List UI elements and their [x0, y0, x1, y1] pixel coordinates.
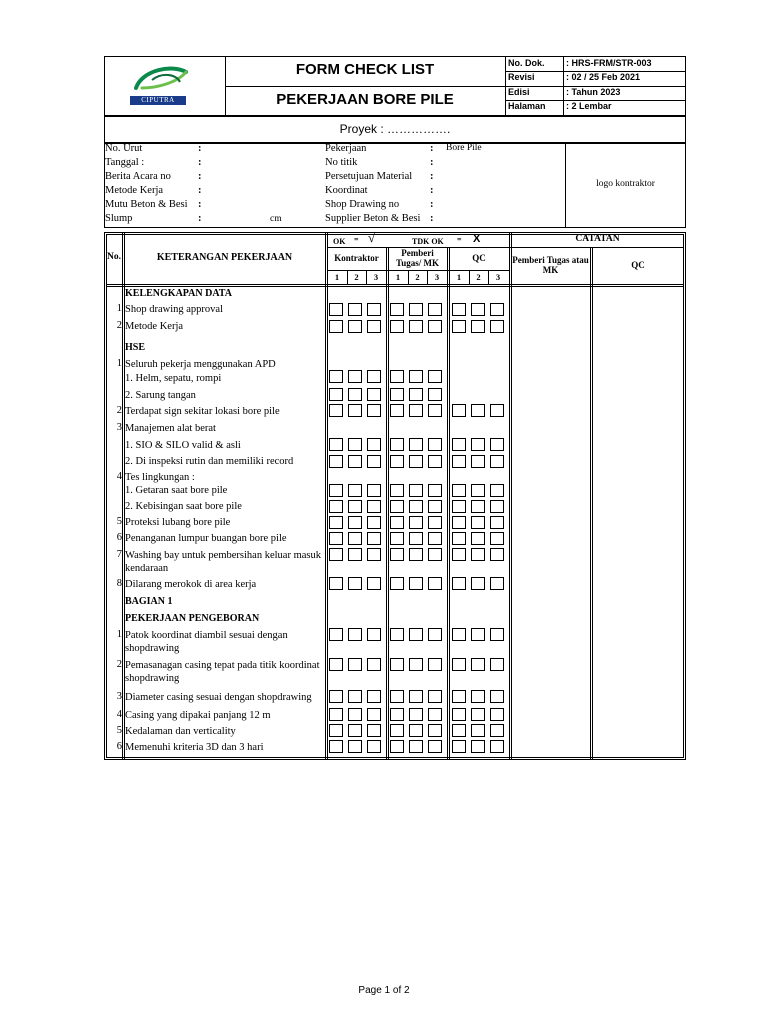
- row-text: Metode Kerja: [125, 321, 184, 332]
- doc-info-label: Revisi: [508, 72, 535, 82]
- check-box[interactable]: [471, 658, 485, 671]
- check-box[interactable]: [452, 516, 466, 529]
- row-number: 7: [116, 549, 122, 560]
- check-box[interactable]: [409, 320, 423, 333]
- check-box[interactable]: [390, 438, 404, 451]
- info-left-label: Mutu Beton & Besi: [105, 199, 188, 210]
- row-number: 1: [116, 303, 122, 314]
- check-box[interactable]: [367, 370, 381, 383]
- doc-info-value: : Tahun 2023: [566, 87, 621, 97]
- check-box[interactable]: [367, 577, 381, 590]
- row-text: HSE: [125, 342, 146, 353]
- check-box[interactable]: [329, 516, 343, 529]
- info-right-colon: :: [430, 157, 434, 168]
- info-left-label: Metode Kerja: [105, 185, 164, 196]
- row-number: 1: [116, 358, 122, 369]
- row-number: 2: [116, 405, 122, 416]
- sub-column-number: 1: [456, 272, 462, 282]
- check-box[interactable]: [390, 388, 404, 401]
- form-title: FORM CHECK LIST: [295, 61, 435, 78]
- check-box[interactable]: [348, 548, 362, 561]
- col-kontraktor: Kontraktor: [334, 253, 379, 263]
- check-box[interactable]: [367, 404, 381, 417]
- check-box[interactable]: [409, 500, 423, 513]
- check-box[interactable]: [367, 320, 381, 333]
- check-box[interactable]: [348, 724, 362, 737]
- check-box[interactable]: [471, 724, 485, 737]
- info-right-colon: :: [430, 199, 434, 210]
- check-box[interactable]: [452, 724, 466, 737]
- check-box[interactable]: [390, 724, 404, 737]
- check-box[interactable]: [348, 500, 362, 513]
- check-box[interactable]: [348, 455, 362, 468]
- check-box[interactable]: [390, 740, 404, 753]
- row-number: 3: [116, 691, 122, 702]
- row-number: 2: [116, 320, 122, 331]
- check-box[interactable]: [367, 455, 381, 468]
- sub-column-number: 2: [415, 272, 420, 282]
- check-box[interactable]: [452, 532, 466, 545]
- doc-info-label: Halaman: [508, 101, 546, 111]
- logo-text: CIPUTRA: [141, 96, 175, 104]
- check-box[interactable]: [428, 455, 442, 468]
- check-box[interactable]: [452, 438, 466, 451]
- row-number: 6: [116, 741, 122, 752]
- check-box[interactable]: [428, 438, 442, 451]
- check-box[interactable]: [428, 516, 442, 529]
- info-right-colon: :: [430, 185, 434, 196]
- info-left-colon: :: [198, 213, 202, 224]
- project-label: Proyek : …………….: [339, 122, 451, 136]
- check-box[interactable]: [329, 548, 343, 561]
- info-right-label: Supplier Beton & Besi: [325, 213, 421, 224]
- check-box[interactable]: [390, 690, 404, 703]
- check-box[interactable]: [367, 690, 381, 703]
- check-box[interactable]: [390, 404, 404, 417]
- check-box[interactable]: [329, 484, 343, 497]
- check-box[interactable]: [348, 690, 362, 703]
- check-box[interactable]: [329, 658, 343, 671]
- check-box[interactable]: [367, 532, 381, 545]
- row-text: Seluruh pekerja menggunakan APD: [125, 359, 276, 370]
- row-number: 5: [116, 725, 122, 736]
- check-box[interactable]: [409, 740, 423, 753]
- row-text: Manajemen alat berat: [125, 423, 216, 434]
- logo-kontraktor: logo kontraktor: [596, 179, 655, 189]
- info-left-label: Slump: [105, 213, 133, 224]
- row-number: 6: [116, 532, 122, 543]
- info-right-value: Bore Pile: [446, 143, 482, 153]
- check-box[interactable]: [367, 548, 381, 561]
- check-box[interactable]: [471, 740, 485, 753]
- check-box[interactable]: [348, 577, 362, 590]
- info-right-label: Pekerjaan: [325, 143, 367, 154]
- check-box[interactable]: [390, 370, 404, 383]
- check-box[interactable]: [409, 438, 423, 451]
- check-box[interactable]: [409, 404, 423, 417]
- check-box[interactable]: [348, 320, 362, 333]
- check-box[interactable]: [409, 628, 423, 641]
- check-box[interactable]: [409, 388, 423, 401]
- sub-column-number: 3: [373, 272, 379, 282]
- check-box[interactable]: [452, 658, 466, 671]
- check-box[interactable]: [329, 628, 343, 641]
- check-box[interactable]: [367, 388, 381, 401]
- check-box[interactable]: [367, 484, 381, 497]
- check-box[interactable]: [490, 628, 504, 641]
- col-catatan-pemberi: Pemberi Tugas atau MK: [512, 255, 589, 275]
- check-box[interactable]: [490, 303, 504, 316]
- legend-tdk-ok: TDK OK: [412, 237, 444, 246]
- check-box[interactable]: [490, 577, 504, 590]
- check-box[interactable]: [428, 740, 442, 753]
- doc-info-value: : 2 Lembar: [566, 101, 612, 111]
- check-box[interactable]: [490, 516, 504, 529]
- check-box[interactable]: [471, 404, 485, 417]
- check-box[interactable]: [452, 690, 466, 703]
- doc-info-value: : 02 / 25 Feb 2021: [566, 72, 641, 82]
- row-text: 2. Di inspeksi rutin dan memiliki record: [125, 456, 294, 467]
- row-number: 8: [116, 578, 122, 589]
- check-box[interactable]: [428, 690, 442, 703]
- col-pemberi-tugas: Pemberi Tugas/ MK: [396, 248, 439, 268]
- check-box[interactable]: [409, 516, 423, 529]
- row-number: 4: [116, 709, 122, 720]
- row-text: Penanganan lumpur buangan bore pile: [125, 533, 287, 544]
- sub-column-number: 2: [476, 272, 481, 282]
- check-box[interactable]: [428, 708, 442, 721]
- check-box[interactable]: [367, 516, 381, 529]
- check-box[interactable]: [409, 303, 423, 316]
- row-text: 1. SIO & SILO valid & asli: [125, 440, 241, 451]
- row-text: 2. Kebisingan saat bore pile: [125, 501, 242, 512]
- check-box[interactable]: [428, 484, 442, 497]
- check-box[interactable]: [329, 320, 343, 333]
- col-keterangan: KETERANGAN PEKERJAAN: [156, 252, 293, 263]
- row-text: KELENGKAPAN DATA: [125, 288, 232, 299]
- ciputra-logo: [128, 62, 190, 108]
- check-box[interactable]: [390, 455, 404, 468]
- row-number: 2: [116, 659, 122, 670]
- row-text: Dilarang merokok di area kerja: [125, 579, 257, 590]
- check-box[interactable]: [428, 577, 442, 590]
- doc-info-value: : HRS-FRM/STR-003: [566, 58, 652, 68]
- check-box[interactable]: [490, 500, 504, 513]
- info-right-colon: :: [430, 171, 434, 182]
- check-box[interactable]: [490, 724, 504, 737]
- row-number: 5: [116, 516, 122, 527]
- info-left-colon: :: [198, 157, 202, 168]
- check-box[interactable]: [471, 484, 485, 497]
- check-box[interactable]: [329, 404, 343, 417]
- info-right-label: Koordinat: [325, 185, 368, 196]
- check-box[interactable]: [471, 628, 485, 641]
- check-box[interactable]: [329, 303, 343, 316]
- check-box[interactable]: [348, 628, 362, 641]
- sub-column-number: 2: [354, 272, 359, 282]
- col-qc: QC: [472, 253, 486, 263]
- check-box[interactable]: [490, 438, 504, 451]
- check-box[interactable]: [452, 628, 466, 641]
- check-box[interactable]: [367, 724, 381, 737]
- info-right-label: Shop Drawing no: [325, 199, 400, 210]
- check-box[interactable]: [490, 320, 504, 333]
- check-box[interactable]: [329, 577, 343, 590]
- info-right-label: Persetujuan Material: [325, 171, 413, 182]
- info-left-colon: :: [198, 199, 202, 210]
- check-box[interactable]: [367, 628, 381, 641]
- slump-unit: cm: [270, 214, 282, 224]
- legend-tdk-mark: X: [473, 233, 481, 245]
- row-number: 1: [116, 629, 122, 640]
- check-box[interactable]: [409, 708, 423, 721]
- legend-ok-mark: √: [368, 230, 376, 245]
- check-box[interactable]: [428, 388, 442, 401]
- sub-column-number: 1: [395, 272, 401, 282]
- check-box[interactable]: [471, 708, 485, 721]
- check-box[interactable]: [409, 484, 423, 497]
- check-box[interactable]: [471, 455, 485, 468]
- check-box[interactable]: [428, 320, 442, 333]
- row-text: Proteksi lubang bore pile: [125, 517, 231, 528]
- check-box[interactable]: [329, 370, 343, 383]
- check-box[interactable]: [367, 740, 381, 753]
- check-box[interactable]: [452, 455, 466, 468]
- info-right-label: No titik: [325, 157, 358, 168]
- check-box[interactable]: [390, 577, 404, 590]
- check-box[interactable]: [471, 303, 485, 316]
- check-box[interactable]: [390, 658, 404, 671]
- info-left-colon: :: [198, 185, 202, 196]
- check-box[interactable]: [329, 708, 343, 721]
- check-box[interactable]: [428, 628, 442, 641]
- check-box[interactable]: [348, 484, 362, 497]
- check-box[interactable]: [490, 740, 504, 753]
- info-left-label: Tanggal :: [105, 157, 145, 168]
- check-box[interactable]: [471, 320, 485, 333]
- sub-column-number: 1: [334, 272, 340, 282]
- check-box[interactable]: [367, 438, 381, 451]
- check-box[interactable]: [471, 516, 485, 529]
- check-box[interactable]: [490, 690, 504, 703]
- check-box[interactable]: [329, 740, 343, 753]
- check-box[interactable]: [390, 500, 404, 513]
- check-box[interactable]: [390, 628, 404, 641]
- row-text: BAGIAN 1: [125, 596, 173, 607]
- check-box[interactable]: [452, 708, 466, 721]
- check-box[interactable]: [329, 532, 343, 545]
- row-text: Shop drawing approval: [125, 304, 223, 315]
- info-right-colon: :: [430, 213, 434, 224]
- row-text: Patok koordinat diambil sesuai dengan shopdrawing: [125, 630, 288, 654]
- check-box[interactable]: [490, 532, 504, 545]
- row-text: Memenuhi kriteria 3D dan 3 hari: [125, 742, 264, 753]
- col-no: No.: [107, 252, 121, 262]
- check-box[interactable]: [490, 404, 504, 417]
- check-box[interactable]: [348, 438, 362, 451]
- row-text: 2. Sarung tangan: [125, 390, 196, 401]
- check-box[interactable]: [409, 370, 423, 383]
- row-number: 3: [116, 422, 122, 433]
- check-box[interactable]: [471, 577, 485, 590]
- check-box[interactable]: [428, 303, 442, 316]
- check-box[interactable]: [329, 455, 343, 468]
- check-box[interactable]: [348, 303, 362, 316]
- check-box[interactable]: [329, 438, 343, 451]
- sub-column-number: 3: [434, 272, 440, 282]
- row-text: Pemasanagan casing tepat pada titik koordinat shopdrawing: [125, 660, 320, 684]
- row-text: Casing yang dipakai panjang 12 m: [125, 710, 271, 721]
- check-box[interactable]: [390, 516, 404, 529]
- check-box[interactable]: [409, 577, 423, 590]
- doc-info-label: No. Dok.: [508, 58, 545, 68]
- check-box[interactable]: [390, 708, 404, 721]
- row-text: Terdapat sign sekitar lokasi bore pile: [125, 406, 280, 417]
- doc-info-label: Edisi: [508, 87, 530, 97]
- check-box[interactable]: [348, 740, 362, 753]
- check-box[interactable]: [471, 500, 485, 513]
- check-box[interactable]: [428, 404, 442, 417]
- row-text: 1. Getaran saat bore pile: [125, 485, 228, 496]
- row-text: PEKERJAAN PENGEBORAN: [125, 613, 260, 624]
- info-left-label: No. Urut: [105, 143, 143, 154]
- form-subtitle: PEKERJAAN BORE PILE: [276, 91, 454, 108]
- sub-column-number: 3: [495, 272, 501, 282]
- row-text: Diameter casing sesuai dengan shopdrawing: [125, 692, 312, 703]
- check-box[interactable]: [428, 548, 442, 561]
- col-catatan-qc: QC: [631, 260, 645, 270]
- col-catatan: CATATAN: [575, 234, 620, 244]
- check-box[interactable]: [452, 303, 466, 316]
- check-box[interactable]: [490, 548, 504, 561]
- check-box[interactable]: [452, 484, 466, 497]
- check-box[interactable]: [390, 320, 404, 333]
- check-box[interactable]: [367, 708, 381, 721]
- info-left-colon: :: [198, 143, 202, 154]
- check-box[interactable]: [452, 320, 466, 333]
- check-box[interactable]: [452, 577, 466, 590]
- info-left-label: Berita Acara no: [105, 171, 171, 182]
- check-box[interactable]: [428, 724, 442, 737]
- check-box[interactable]: [348, 388, 362, 401]
- check-box[interactable]: [329, 690, 343, 703]
- check-box[interactable]: [490, 455, 504, 468]
- row-text: 1. Helm, sepatu, rompi: [125, 373, 222, 384]
- check-box[interactable]: [452, 740, 466, 753]
- check-box[interactable]: [348, 532, 362, 545]
- check-box[interactable]: [329, 388, 343, 401]
- check-box[interactable]: [390, 548, 404, 561]
- check-box[interactable]: [390, 532, 404, 545]
- row-number: 4: [116, 471, 122, 482]
- check-box[interactable]: [490, 658, 504, 671]
- page-footer: Page 1 of 2: [358, 985, 410, 996]
- check-box[interactable]: [409, 455, 423, 468]
- check-box[interactable]: [428, 658, 442, 671]
- row-text: Tes lingkungan :: [125, 472, 195, 483]
- check-box[interactable]: [452, 404, 466, 417]
- check-box[interactable]: [348, 708, 362, 721]
- check-box[interactable]: [452, 500, 466, 513]
- check-box[interactable]: [348, 370, 362, 383]
- check-box[interactable]: [409, 690, 423, 703]
- check-box[interactable]: [348, 516, 362, 529]
- check-box[interactable]: [471, 690, 485, 703]
- row-text: Kedalaman dan verticality: [125, 726, 236, 737]
- check-box[interactable]: [490, 484, 504, 497]
- check-box[interactable]: [452, 548, 466, 561]
- check-box[interactable]: [428, 532, 442, 545]
- check-box[interactable]: [471, 438, 485, 451]
- check-box[interactable]: [367, 500, 381, 513]
- info-left-colon: :: [198, 171, 202, 182]
- check-box[interactable]: [409, 532, 423, 545]
- check-box[interactable]: [348, 404, 362, 417]
- info-right-colon: :: [430, 143, 434, 154]
- check-box[interactable]: [367, 658, 381, 671]
- row-text: Washing bay untuk pembersihan keluar masuk kendaraan: [125, 550, 321, 574]
- check-box[interactable]: [409, 724, 423, 737]
- check-box[interactable]: [329, 724, 343, 737]
- check-box[interactable]: [471, 548, 485, 561]
- check-box[interactable]: [471, 532, 485, 545]
- check-box[interactable]: [409, 658, 423, 671]
- check-box[interactable]: [348, 658, 362, 671]
- check-box[interactable]: [390, 484, 404, 497]
- check-box[interactable]: [428, 370, 442, 383]
- check-box[interactable]: [428, 500, 442, 513]
- check-box[interactable]: [490, 708, 504, 721]
- check-box[interactable]: [329, 500, 343, 513]
- check-box[interactable]: [367, 303, 381, 316]
- check-box[interactable]: [390, 303, 404, 316]
- check-box[interactable]: [409, 548, 423, 561]
- legend-ok: OK: [333, 237, 346, 246]
